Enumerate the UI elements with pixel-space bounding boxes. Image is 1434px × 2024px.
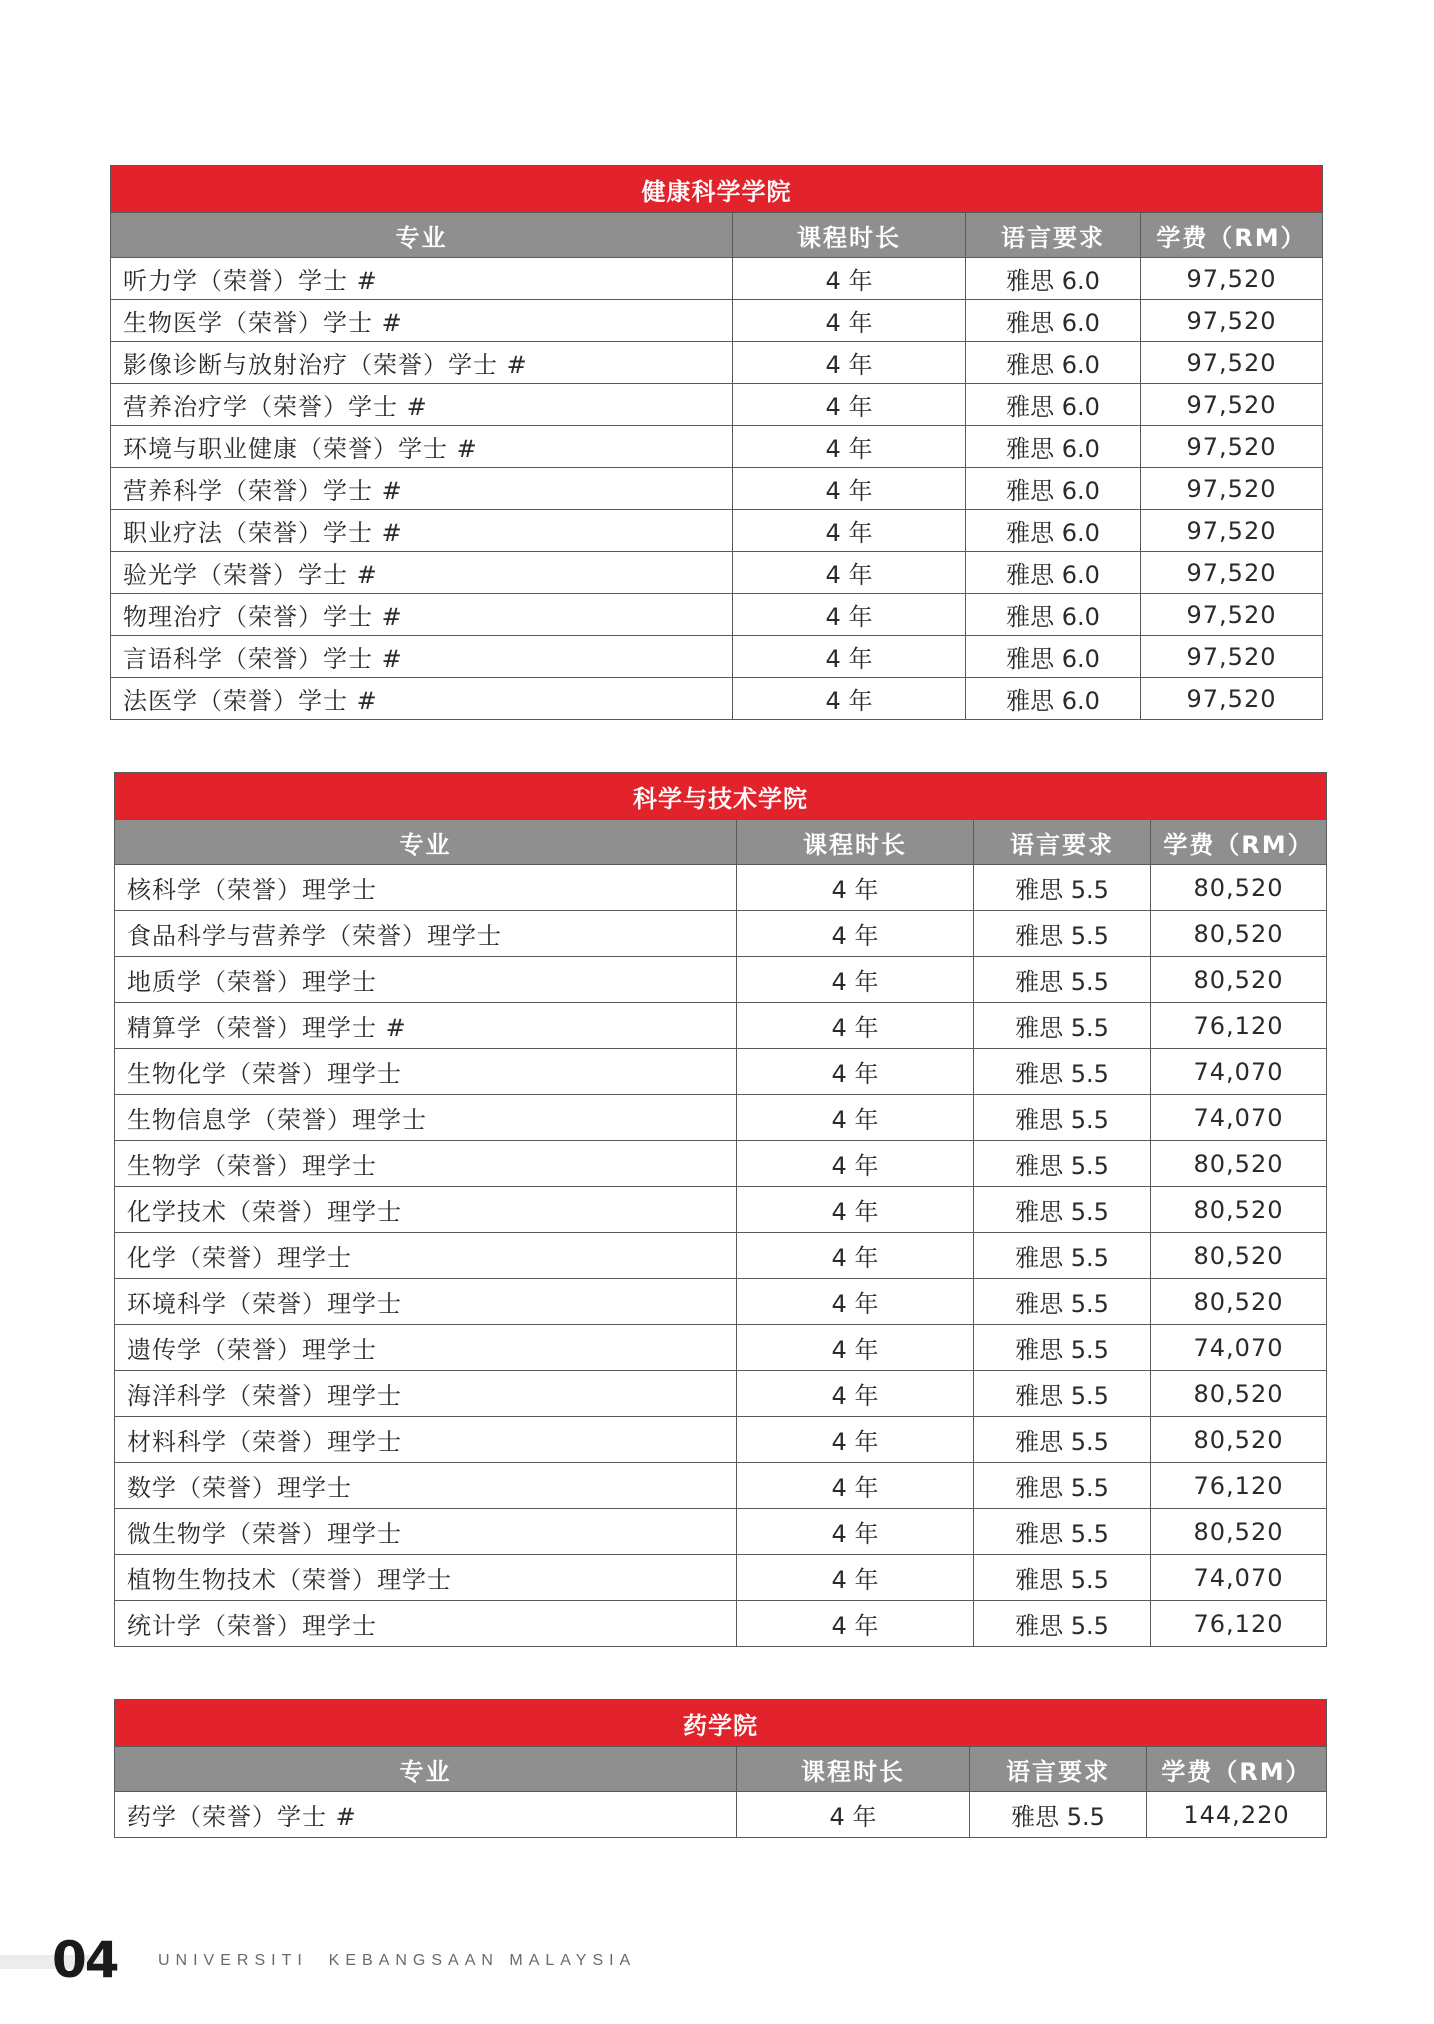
language-cell: 雅思 6.0 — [966, 300, 1141, 342]
duration-cell: 4 年 — [737, 1792, 970, 1838]
major-cell: 化学（荣誉）理学士 — [115, 1233, 737, 1279]
duration-cell: 4 年 — [737, 1187, 974, 1233]
duration-cell: 4 年 — [733, 552, 966, 594]
language-cell: 雅思 5.5 — [974, 1003, 1151, 1049]
table-row — [115, 1601, 1327, 1647]
major-cell: 生物学（荣誉）理学士 — [115, 1141, 737, 1187]
duration-cell: 4 年 — [737, 1325, 974, 1371]
major-cell: 影像诊断与放射治疗（荣誉）学士 # — [111, 342, 733, 384]
language-cell: 雅思 5.5 — [974, 1509, 1151, 1555]
column-header-tuition: 学费（RM） — [1147, 1747, 1327, 1792]
health-sciences-table — [110, 165, 1323, 720]
major-cell: 职业疗法（荣誉）学士 # — [111, 510, 733, 552]
table-row — [115, 1095, 1327, 1141]
pharmacy-table — [114, 1699, 1327, 1838]
tuition-cell: 76,120 — [1151, 1463, 1327, 1509]
table-row — [115, 1792, 1327, 1838]
language-cell: 雅思 5.5 — [974, 1555, 1151, 1601]
science-technology-table — [114, 772, 1327, 1647]
column-header-tuition: 学费（RM） — [1151, 820, 1327, 865]
tuition-cell: 97,520 — [1141, 426, 1323, 468]
language-cell: 雅思 5.5 — [974, 1325, 1151, 1371]
table-row — [111, 426, 1323, 468]
language-cell: 雅思 6.0 — [966, 384, 1141, 426]
duration-cell: 4 年 — [737, 1095, 974, 1141]
tuition-cell: 144,220 — [1147, 1792, 1327, 1838]
table-row — [111, 468, 1323, 510]
major-cell: 生物化学（荣誉）理学士 — [115, 1049, 737, 1095]
table-row — [115, 1141, 1327, 1187]
column-header-language: 语言要求 — [974, 820, 1151, 865]
table-row — [111, 258, 1323, 300]
language-cell: 雅思 5.5 — [974, 1187, 1151, 1233]
table-row — [115, 1279, 1327, 1325]
duration-cell: 4 年 — [733, 678, 966, 720]
duration-cell: 4 年 — [733, 468, 966, 510]
column-header-major: 专业 — [115, 820, 737, 865]
table-row — [115, 1049, 1327, 1095]
tuition-cell: 80,520 — [1151, 1417, 1327, 1463]
duration-cell: 4 年 — [737, 1279, 974, 1325]
language-cell: 雅思 5.5 — [974, 1279, 1151, 1325]
tuition-cell: 76,120 — [1151, 1003, 1327, 1049]
major-cell: 生物医学（荣誉）学士 # — [111, 300, 733, 342]
table-row — [115, 1417, 1327, 1463]
duration-cell: 4 年 — [733, 342, 966, 384]
major-cell: 精算学（荣誉）理学士 # — [115, 1003, 737, 1049]
major-cell: 听力学（荣誉）学士 # — [111, 258, 733, 300]
major-cell: 验光学（荣誉）学士 # — [111, 552, 733, 594]
major-cell: 言语科学（荣誉）学士 # — [111, 636, 733, 678]
table-row — [115, 911, 1327, 957]
tuition-cell: 80,520 — [1151, 1509, 1327, 1555]
tuition-cell: 74,070 — [1151, 1325, 1327, 1371]
tuition-cell: 80,520 — [1151, 911, 1327, 957]
table-row — [111, 552, 1323, 594]
table-row — [111, 678, 1323, 720]
major-cell: 微生物学（荣誉）理学士 — [115, 1509, 737, 1555]
duration-cell: 4 年 — [737, 1371, 974, 1417]
table-row — [115, 1463, 1327, 1509]
language-cell: 雅思 5.5 — [974, 1417, 1151, 1463]
tuition-cell: 97,520 — [1141, 258, 1323, 300]
language-cell: 雅思 5.5 — [974, 1141, 1151, 1187]
column-header-language: 语言要求 — [970, 1747, 1147, 1792]
duration-cell: 4 年 — [737, 1003, 974, 1049]
duration-cell: 4 年 — [733, 636, 966, 678]
table-row — [115, 1003, 1327, 1049]
tuition-cell: 97,520 — [1141, 636, 1323, 678]
column-header-duration: 课程时长 — [737, 1747, 970, 1792]
major-cell: 物理治疗（荣誉）学士 # — [111, 594, 733, 636]
table-title: 科学与技术学院 — [115, 773, 1327, 820]
tuition-cell: 97,520 — [1141, 300, 1323, 342]
major-cell: 海洋科学（荣誉）理学士 — [115, 1371, 737, 1417]
duration-cell: 4 年 — [733, 426, 966, 468]
duration-cell: 4 年 — [737, 1049, 974, 1095]
language-cell: 雅思 6.0 — [966, 678, 1141, 720]
table-row — [115, 1325, 1327, 1371]
language-cell: 雅思 5.5 — [974, 1095, 1151, 1141]
table-title: 健康科学学院 — [111, 166, 1323, 213]
language-cell: 雅思 6.0 — [966, 510, 1141, 552]
tuition-cell: 97,520 — [1141, 384, 1323, 426]
major-cell: 统计学（荣誉）理学士 — [115, 1601, 737, 1647]
duration-cell: 4 年 — [733, 510, 966, 552]
language-cell: 雅思 5.5 — [970, 1792, 1147, 1838]
language-cell: 雅思 5.5 — [974, 1601, 1151, 1647]
column-header-duration: 课程时长 — [733, 213, 966, 258]
tuition-cell: 80,520 — [1151, 1279, 1327, 1325]
column-header-major: 专业 — [115, 1747, 737, 1792]
language-cell: 雅思 5.5 — [974, 865, 1151, 911]
language-cell: 雅思 6.0 — [966, 552, 1141, 594]
table-row — [111, 300, 1323, 342]
language-cell: 雅思 5.5 — [974, 1371, 1151, 1417]
column-header-duration: 课程时长 — [737, 820, 974, 865]
major-cell: 营养治疗学（荣誉）学士 # — [111, 384, 733, 426]
language-cell: 雅思 6.0 — [966, 258, 1141, 300]
table-row — [115, 1233, 1327, 1279]
major-cell: 生物信息学（荣誉）理学士 — [115, 1095, 737, 1141]
tuition-cell: 80,520 — [1151, 865, 1327, 911]
major-cell: 遗传学（荣誉）理学士 — [115, 1325, 737, 1371]
language-cell: 雅思 6.0 — [966, 426, 1141, 468]
language-cell: 雅思 5.5 — [974, 957, 1151, 1003]
tuition-cell: 97,520 — [1141, 342, 1323, 384]
language-cell: 雅思 6.0 — [966, 468, 1141, 510]
major-cell: 化学技术（荣誉）理学士 — [115, 1187, 737, 1233]
language-cell: 雅思 5.5 — [974, 1233, 1151, 1279]
duration-cell: 4 年 — [737, 1601, 974, 1647]
major-cell: 法医学（荣誉）学士 # — [111, 678, 733, 720]
tuition-cell: 80,520 — [1151, 957, 1327, 1003]
duration-cell: 4 年 — [737, 957, 974, 1003]
university-name: UNIVERSITI KEBANGSAAN MALAYSIA — [158, 1952, 637, 1969]
duration-cell: 4 年 — [737, 1509, 974, 1555]
tuition-cell: 97,520 — [1141, 510, 1323, 552]
tuition-cell: 74,070 — [1151, 1555, 1327, 1601]
duration-cell: 4 年 — [733, 594, 966, 636]
table-row — [111, 636, 1323, 678]
table-row — [111, 510, 1323, 552]
major-cell: 核科学（荣誉）理学士 — [115, 865, 737, 911]
language-cell: 雅思 5.5 — [974, 1049, 1151, 1095]
duration-cell: 4 年 — [733, 300, 966, 342]
duration-cell: 4 年 — [737, 911, 974, 957]
language-cell: 雅思 6.0 — [966, 342, 1141, 384]
table-row — [115, 1555, 1327, 1601]
duration-cell: 4 年 — [737, 1233, 974, 1279]
major-cell: 地质学（荣誉）理学士 — [115, 957, 737, 1003]
table-row — [115, 1509, 1327, 1555]
language-cell: 雅思 5.5 — [974, 1463, 1151, 1509]
language-cell: 雅思 6.0 — [966, 636, 1141, 678]
duration-cell: 4 年 — [737, 1141, 974, 1187]
page-number: 04 — [52, 1931, 118, 1989]
major-cell: 药学（荣誉）学士 # — [115, 1792, 737, 1838]
tuition-cell: 80,520 — [1151, 1141, 1327, 1187]
tuition-cell: 74,070 — [1151, 1049, 1327, 1095]
tuition-cell: 97,520 — [1141, 678, 1323, 720]
language-cell: 雅思 6.0 — [966, 594, 1141, 636]
major-cell: 食品科学与营养学（荣誉）理学士 — [115, 911, 737, 957]
table-row — [115, 957, 1327, 1003]
tuition-cell: 97,520 — [1141, 594, 1323, 636]
major-cell: 材料科学（荣誉）理学士 — [115, 1417, 737, 1463]
tuition-cell: 76,120 — [1151, 1601, 1327, 1647]
language-cell: 雅思 5.5 — [974, 911, 1151, 957]
table-title: 药学院 — [115, 1700, 1327, 1747]
table-row — [111, 594, 1323, 636]
table-row — [111, 342, 1323, 384]
column-header-language: 语言要求 — [966, 213, 1141, 258]
table-row — [111, 384, 1323, 426]
table-row — [115, 1187, 1327, 1233]
duration-cell: 4 年 — [733, 384, 966, 426]
tuition-cell: 97,520 — [1141, 468, 1323, 510]
table-row — [115, 1371, 1327, 1417]
major-cell: 数学（荣誉）理学士 — [115, 1463, 737, 1509]
tuition-cell: 97,520 — [1141, 552, 1323, 594]
major-cell: 营养科学（荣誉）学士 # — [111, 468, 733, 510]
tuition-cell: 80,520 — [1151, 1371, 1327, 1417]
major-cell: 植物生物技术（荣誉）理学士 — [115, 1555, 737, 1601]
duration-cell: 4 年 — [733, 258, 966, 300]
major-cell: 环境与职业健康（荣誉）学士 # — [111, 426, 733, 468]
tuition-cell: 74,070 — [1151, 1095, 1327, 1141]
column-header-major: 专业 — [111, 213, 733, 258]
tuition-cell: 80,520 — [1151, 1187, 1327, 1233]
duration-cell: 4 年 — [737, 865, 974, 911]
duration-cell: 4 年 — [737, 1417, 974, 1463]
column-header-tuition: 学费（RM） — [1141, 213, 1323, 258]
tuition-cell: 80,520 — [1151, 1233, 1327, 1279]
duration-cell: 4 年 — [737, 1463, 974, 1509]
major-cell: 环境科学（荣誉）理学士 — [115, 1279, 737, 1325]
duration-cell: 4 年 — [737, 1555, 974, 1601]
table-row — [115, 865, 1327, 911]
